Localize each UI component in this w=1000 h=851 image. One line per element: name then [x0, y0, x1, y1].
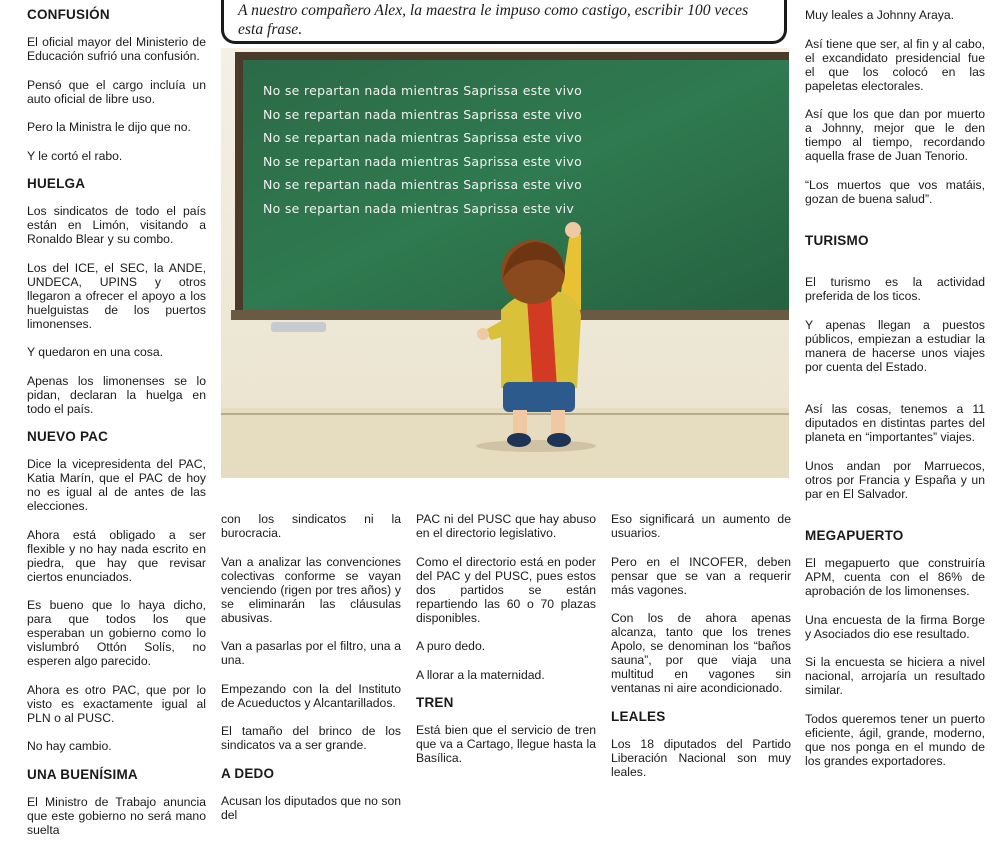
paragraph: Si la encuesta se hiciera a nivel nacional, arrojaría un resultado similar. — [805, 655, 985, 697]
paragraph: Pero en el INCOFER, deben pensar que se van a requerir más vagones. — [611, 554, 791, 597]
chalk-line: No se repartan nada mientras Saprissa este vivo — [263, 177, 583, 192]
heading-una-buenisima: UNA BUENÍSIMA — [27, 766, 138, 782]
paragraph: Apenas los limonenses se lo pidan, declaran la huelga en todo el país. — [27, 373, 206, 416]
column-4 — [611, 512, 791, 793]
chalk-line: No se repartan nada mientras Saprissa este vivo — [263, 130, 583, 145]
paragraph: Los del ICE, el SEC, la ANDE, UNDECA, UPINS y otros llegaron a ofrecer el apoyo a los huelguistas de los puertos limonenses. — [27, 260, 206, 331]
paragraph: Van a analizar las convenciones colectivas conforme se vayan venciendo (rigen por tres años) y se eliminarán las cláusulas abusivas. — [221, 554, 401, 625]
paragraph: Acusan los diputados que no son del — [221, 793, 401, 822]
paragraph: con los sindicatos ni la burocracia. — [221, 512, 401, 540]
paragraph: Unos andan por Marruecos, otros por Francia y España y un par en El Salvador. — [805, 458, 985, 501]
heading-confusion: CONFUSIÓN — [27, 7, 110, 22]
paragraph: El turismo es la actividad preferida de los ticos. — [805, 275, 985, 303]
heading-huelga: HUELGA — [27, 176, 86, 191]
paragraph: Los sindicatos de todo el país están en Limón, visitando a Ronaldo Blear y su combo. — [27, 204, 206, 246]
illustration-caption: A nuestro compañero Alex, la maestra le impuso como castigo, escribir 100 veces esta frase. — [221, 0, 787, 44]
paragraph: A puro dedo. — [416, 639, 486, 653]
paragraph: “Los muertos que vos matáis, gozan de buena salud”. — [805, 177, 985, 206]
heading-megapuerto: MEGAPUERTO — [805, 528, 904, 543]
paragraph: Eso significará un aumento de usuarios. — [611, 512, 791, 540]
chalk-line: No se repartan nada mientras Saprissa este vivo — [263, 83, 583, 98]
paragraph: Todos queremos tener un puerto eficiente, ágil, grande, moderno, que nos ponga en el mundo de los grandes exportadores. — [805, 711, 985, 768]
column-1 — [27, 8, 206, 851]
paragraph: Así que los que dan por muerto a Johnny, mejor que le den tiempo al tiempo, recordando aquella frase de Juan Tenorio. — [805, 107, 985, 163]
paragraph: Ahora es otro PAC, que por lo visto es exactamente igual al PLN o al PUSC. — [27, 682, 206, 725]
paragraph: Como el directorio está en poder del PAC y del PUSC, pues estos dos partidos se están repartiendo las 60 o 70 plazas disponibles. — [416, 554, 596, 625]
paragraph: Empezando con la del Instituto de Acueductos y Alcantarillados. — [221, 681, 401, 710]
paragraph: Con los de ahora apenas alcanza, tanto que los trenes Apolo, se denominan los “baños sauna”, por que viaja una multitud en vagones sin ventanas ni aire acondicionado. — [611, 611, 791, 695]
chalk-line: No se repartan nada mientras Saprissa este vivo — [263, 107, 583, 122]
column-5 — [805, 8, 985, 782]
paragraph: Pero la Ministra le dijo que no. — [27, 120, 191, 134]
heading-nuevo-pac: NUEVO PAC — [27, 429, 109, 444]
heading-leales: LEALES — [611, 708, 666, 724]
paragraph: El oficial mayor del Ministerio de Educación sufrió una confusión. — [27, 35, 206, 63]
chalk-line: No se repartan nada mientras Saprissa este viv — [263, 201, 575, 216]
paragraph: Y le cortó el rabo. — [27, 148, 123, 163]
chalk-line: No se repartan nada mientras Saprissa este vivo — [263, 154, 583, 169]
paragraph: El megapuerto que construiría APM, cuenta con el 86% de aprobación de los limonenses. — [805, 556, 985, 598]
paragraph: Los 18 diputados del Partido Liberación Nacional son muy leales. — [611, 736, 791, 779]
paragraph: El Ministro de Trabajo anuncia que este gobierno no será mano suelta — [27, 794, 206, 837]
paragraph: Y apenas llegan a puestos públicos, empiezan a estudiar la manera de hacerse unos viajes por cuenta del Estado. — [805, 317, 985, 374]
paragraph: Ahora está obligado a ser flexible y no hay nada escrito en piedra, que hay que revisar ciertos enunciados. — [27, 527, 206, 584]
paragraph: Muy leales a Johnny Araya. — [805, 8, 955, 22]
eraser — [271, 322, 326, 332]
paragraph: Pensó que el cargo incluía un auto oficial de libre uso. — [27, 77, 206, 106]
paragraph: Y quedaron en una cosa. — [27, 345, 163, 359]
paragraph: Está bien que el servicio de tren que va a Cartago, llegue hasta la Basílica. — [416, 723, 596, 765]
paragraph: El tamaño del brinco de los sindicatos va a ser grande. — [221, 724, 401, 752]
paragraph: Es bueno que lo haya dicho, para que todos los que esperaban un gobierno como lo vislumbró Ottón Solís, no esperen algo parecido. — [27, 598, 206, 668]
heading-turismo: TURISMO — [805, 233, 869, 248]
column-3 — [416, 512, 596, 780]
paragraph: Dice la vicepresidenta del PAC, Katia Marín, que el PAC de hoy no es igual al de antes de las elecciones. — [27, 457, 206, 513]
chalkboard-illustration — [221, 48, 789, 478]
column-2 — [221, 512, 401, 836]
paragraph: Una encuesta de la firma Borge y Asociados dio ese resultado. — [805, 612, 985, 641]
paragraph: Van a pasarlas por el filtro, una a una. — [221, 639, 401, 667]
paragraph: Así las cosas, tenemos a 11 diputados en distintas partes del planeta en “importantes” viajes. — [805, 402, 985, 444]
paragraph: A llorar a la maternidad. — [416, 667, 545, 682]
heading-tren: TREN — [416, 695, 454, 710]
heading-a-dedo: A DEDO — [221, 765, 275, 781]
paragraph: Así tiene que ser, al fin y al cabo, el excandidato presidencial fue el que los colocó en las papeletas electorales. — [805, 36, 985, 93]
paragraph: PAC ni del PUSC que hay abuso en el directorio legislativo. — [416, 512, 596, 540]
paragraph: No hay cambio. — [27, 739, 112, 753]
